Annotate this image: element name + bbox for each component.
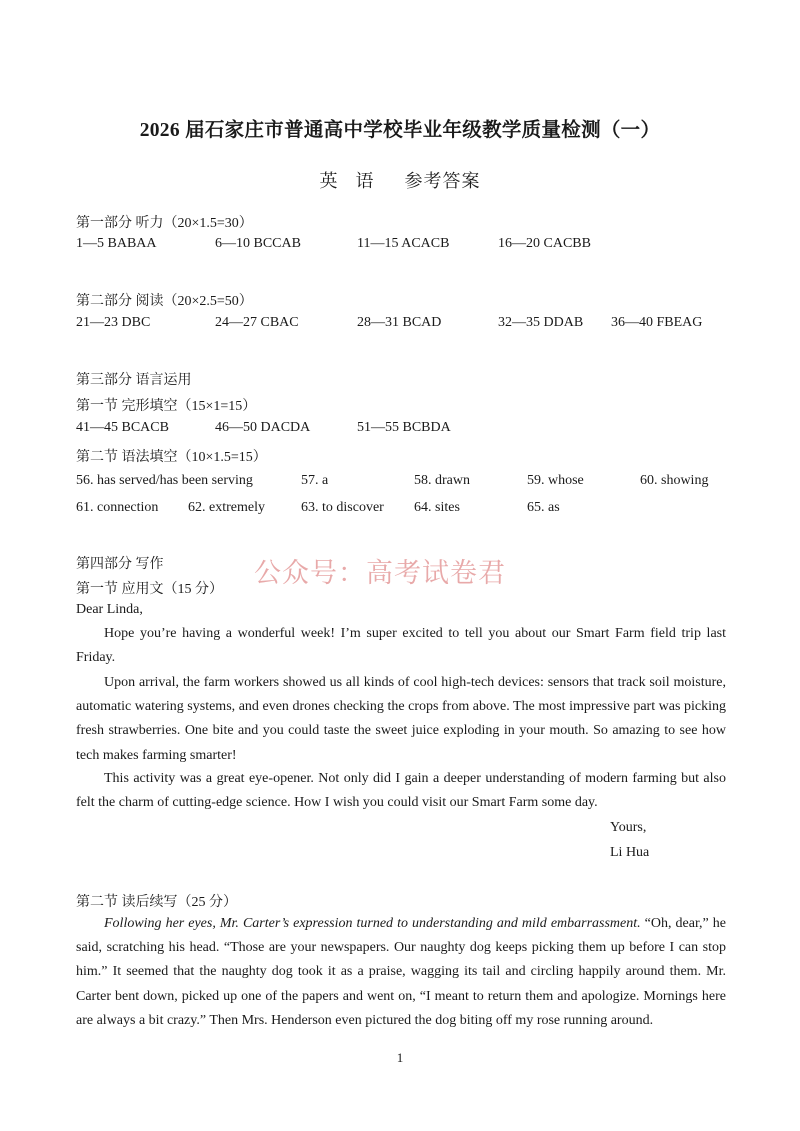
part4-section1-heading: 第一节 应用文（15 分）: [76, 582, 223, 597]
continuation-paragraph: [76, 912, 726, 1033]
part2-answer: 24—27 CBAC: [215, 315, 299, 330]
grammar-answer: 59. whose: [527, 473, 584, 488]
grammar-answer: 64. sites: [414, 500, 460, 515]
continuation-body: “Oh, dear,” he said, scratching his head. “Those are your newspapers. Our naughty dog keeps picking them up before I can stop him.” It seemed that the naughty dog took it as a praise, wagging its tail and circling happily around them. Mr. Carter bent down, picked up one of the papers and went on, “I meant to return them and apologize. Mornings here are always a bit crazy.” Then Mrs. Henderson even pictured the dog biting off my rose running around.: [76, 916, 726, 1028]
part3-heading: 第三部分 语言运用: [76, 373, 192, 388]
grammar-answer: 60. showing: [640, 473, 709, 488]
grammar-answer: 58. drawn: [414, 473, 470, 488]
watermark: 公众号：高考试卷君: [254, 558, 506, 589]
part1-heading: 第一部分 听力（20×1.5=30）: [76, 216, 253, 231]
page-subtitle: [0, 167, 800, 193]
grammar-answer: 57. a: [301, 473, 329, 488]
grammar-answer: 65. as: [527, 500, 560, 515]
answer-key-label: 参考答案: [404, 171, 481, 191]
part1-answer: 16—20 CACBB: [498, 236, 591, 251]
grammar-answer: 63. to discover: [301, 500, 384, 515]
part2-answer: 36—40 FBEAG: [611, 315, 703, 330]
part4-heading: 第四部分 写作: [76, 557, 164, 572]
letter-paragraph-2: Upon arrival, the farm workers showed us all kinds of cool high-tech devices: sensors that track soil moisture, automatic watering systems, and even drones checking the crops from above. The most impressive part was picking fresh strawberries. One bite and you could taste the sweet juice exploding in your mouth. So amazing to see how tech makes farming smarter!: [76, 675, 726, 763]
part2-answer: 21—23 DBC: [76, 315, 151, 330]
part3-section2-heading: 第二节 语法填空（10×1.5=15）: [76, 450, 267, 465]
cloze-answer: 51—55 BCBDA: [357, 420, 451, 435]
part1-answer: 11—15 ACACB: [357, 236, 450, 251]
part1-answer: 1—5 BABAA: [76, 236, 157, 251]
page-number: 1: [396, 1050, 404, 1065]
letter-paragraph-3: This activity was a great eye-opener. Not only did I gain a deeper understanding of modern farming but also felt the charm of cutting-edge science. How I wish you could visit our Smart Farm some day.: [76, 771, 726, 811]
grammar-answer: 61. connection: [76, 500, 159, 515]
part2-answer: 28—31 BCAD: [357, 315, 442, 330]
grammar-answer: 56. has served/has been serving: [76, 473, 253, 488]
part2-heading: 第二部分 阅读（20×2.5=50）: [76, 294, 253, 309]
part4-section2-heading: 第二节 读后续写（25 分）: [76, 895, 237, 910]
cloze-answer: 46—50 DACDA: [215, 420, 311, 435]
letter-paragraph-1: Hope you’re having a wonderful week! I’m super excited to tell you about our Smart Farm field trip last Friday.: [76, 626, 726, 666]
cloze-answer: 41—45 BCACB: [76, 420, 169, 435]
part3-section1-heading: 第一节 完形填空（15×1=15）: [76, 399, 257, 414]
grammar-answer: 62. extremely: [188, 500, 265, 515]
letter-signature: Li Hua: [610, 845, 650, 860]
letter-greeting: Dear Linda,: [76, 602, 143, 617]
subject-label: 英 语: [319, 171, 374, 191]
part1-answer: 6—10 BCCAB: [215, 236, 301, 251]
part2-answer: 32—35 DDAB: [498, 315, 584, 330]
letter-closing: Yours,: [610, 820, 647, 835]
continuation-lead-sentence: Following her eyes, Mr. Carter’s expression turned to understanding and mild embarrassment.: [104, 916, 641, 931]
page-title: 2026 届石家庄市普通高中学校毕业年级教学质量检测（一）: [139, 120, 661, 141]
